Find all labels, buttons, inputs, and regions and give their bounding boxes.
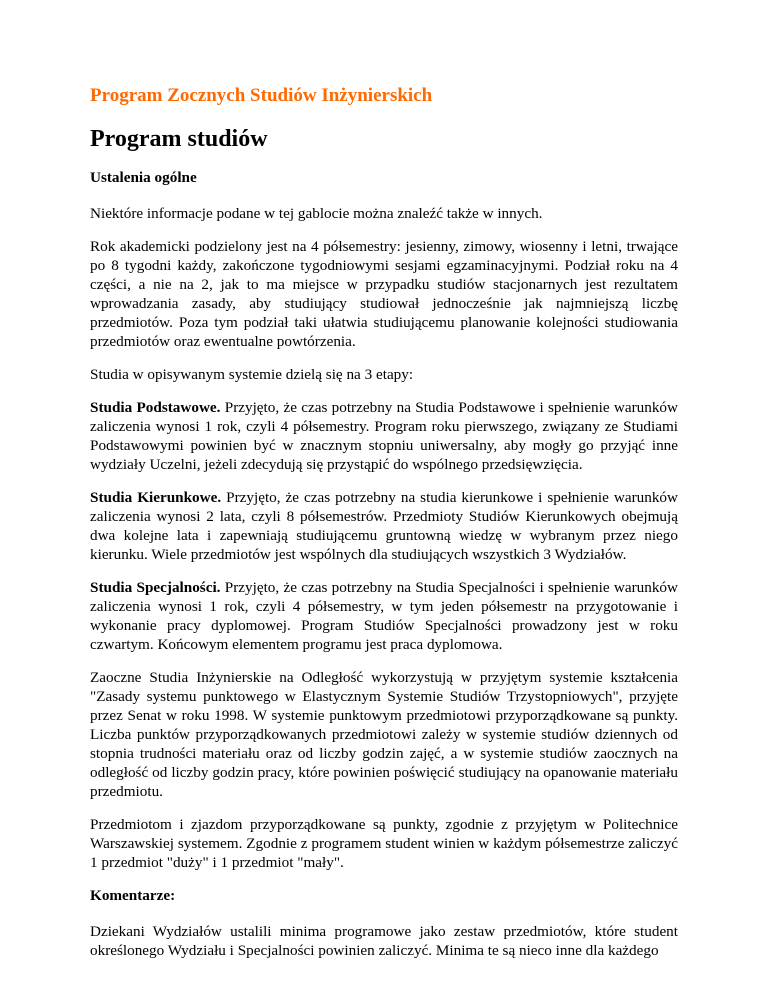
section-heading-comments: Komentarze: [90,886,176,904]
paragraph-subjects: Przedmiotom i zjazdom przyporządkowane są punkty, zgodnie z przyjętym w Politechnice Warszawskiej systemem. Zgodnie z programem student winien w każdym półsemestrze zaliczyć 1 przedmiot "duży" i 1 przedmiot "mały". [90,815,678,871]
paragraph-points-system: Zaoczne Studia Inżynierskie na Odległość wykorzystują w przyjętym systemie kształcenia "Zasady systemu punktowego w Elastycznym Systemie Studiów Trzystopniowych", przyjęte przez Senat w roku 1998. W systemie punktowym przedmiotowi przyporządkowane są punkty. Liczba punktów przyporządkowanych przedmiotowi zależy w systemie studiów dziennych od stopnia trudności materiału oraz od liczby godzin zajęć, a w systemie studiów zaocznych na odległość od liczby godzin pracy, które powinien poświęcić studiujący na opanowanie materiału przedmiotu. [90,668,678,801]
major-studies-text: Przyjęto, że czas potrzebny na studia kierunkowe i spełnienie warunków zaliczenia wynosi 2 lata, czyli 8 półsemestrów. Przedmioty Studiów Kierunkowych obejmują dwa kolejne lata i zapewniają studiującemu gruntowną wiedzę w wybranym przez niego kierunku. Wiele przedmiotów jest wspólnych dla studiujących wszystkich 3 Wydziałów. [90,488,678,563]
paragraph-basic-studies [90,398,678,474]
page-title: Program studiów [90,126,268,152]
paragraph-deans: Dziekani Wydziałów ustalili minima programowe jako zestaw przedmiotów, które student określonego Wydziału i Specjalności powinien zaliczyć. Minima te są nieco inne dla każdego [90,922,678,959]
site-title: Program Zocznych Studiów Inżynierskich [90,85,433,106]
paragraph-major-studies [90,488,678,564]
basic-studies-text: Przyjęto, że czas potrzebny na Studia Podstawowe i spełnienie warunków zaliczenia wynosi 1 rok, czyli 4 półsemestry. Program roku pierwszego, związany ze Studiami Podstawowymi powinien być w znacznym stopniu uniwersalny, aby mogły go przyjąć inne wydziały Uczelni, jeżeli zdecydują się przystąpić do wspólnego przedsięwzięcia. [90,398,678,473]
section-heading-general: Ustalenia ogólne [90,169,197,186]
paragraph-specialty-studies [90,578,678,654]
paragraph-stages: Studia w opisywanym systemie dzielą się na 3 etapy: [90,365,414,383]
document-page [90,84,678,974]
basic-studies-lead: Studia Podstawowe. [90,398,221,416]
major-studies-lead: Studia Kierunkowe. [90,488,222,506]
paragraph-intro: Niektóre informacje podane w tej gablocie można znaleźć także w innych. [90,205,543,223]
specialty-studies-lead: Studia Specjalności. [90,578,221,596]
paragraph-academic-year: Rok akademicki podzielony jest na 4 półsemestry: jesienny, zimowy, wiosenny i letni, trwające po 8 tygodni każdy, zakończone tygodniowymi sesjami egzaminacyjnymi. Podział roku na 4 części, a nie na 2, jak to ma miejsce w przypadku studiów stacjonarnych jest rezultatem wprowadzania zasady, aby studiujący studiował jednocześnie jak najmniejszą liczbę przedmiotów. Poza tym podział taki ułatwia studiującemu planowanie kolejności studiowania przedmiotów oraz ewentualne powtórzenia. [90,237,678,351]
specialty-studies-text: Przyjęto, że czas potrzebny na Studia Specjalności i spełnienie warunków zaliczenia wynosi 1 rok, czyli 4 półsemestry, w tym jeden półsemestr na przygotowanie i wykonanie pracy dyplomowej. Program Studiów Specjalności prowadzony jest w roku czwartym. Końcowym elementem programu jest praca dyplomowa. [90,578,678,653]
